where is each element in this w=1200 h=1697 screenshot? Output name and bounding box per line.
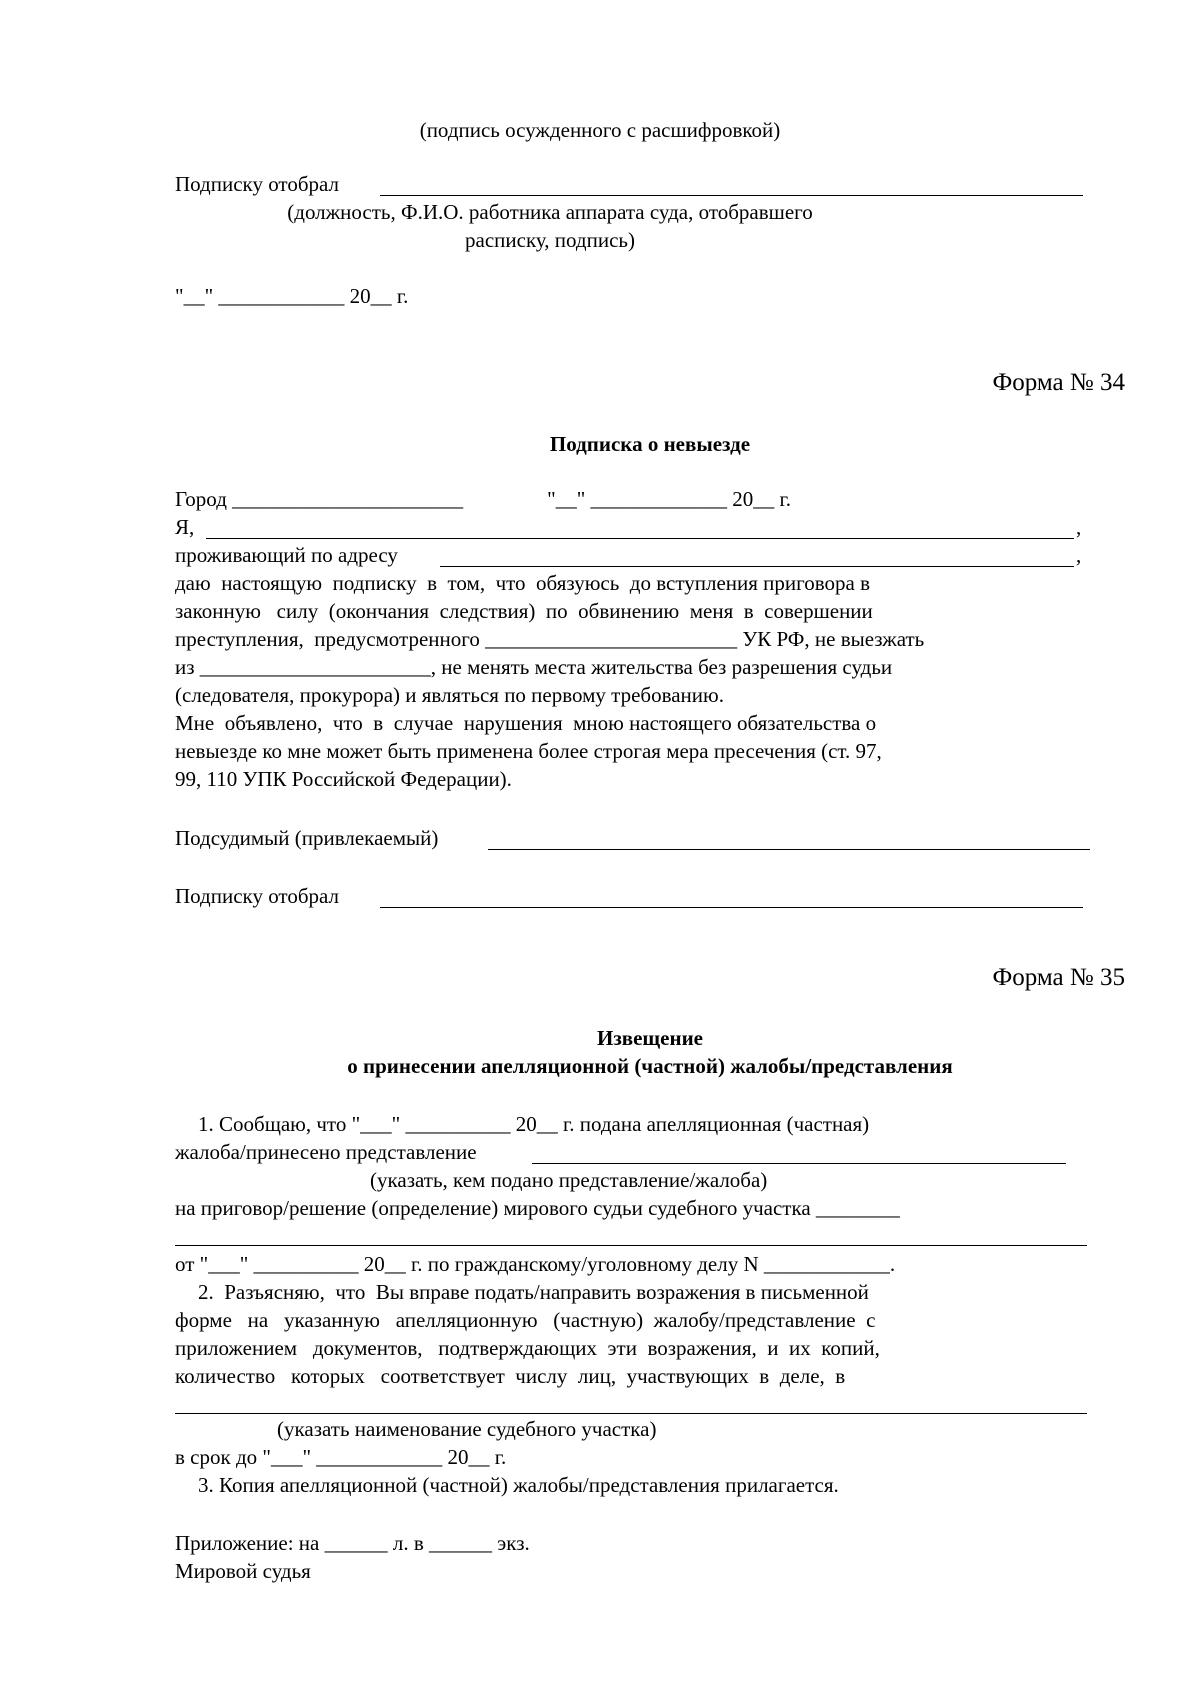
deadline-line: в срок до "___" ____________ 20__ г. [175,1445,507,1469]
address-label: проживающий по адресу [175,543,398,567]
date-line: "__" ____________ 20__ г. [175,284,409,308]
form-34-text-line: невыезде ко мне может быть применена более строгая мера пресечения (ст. 97, [175,739,882,763]
form-35-text-line: форме на указанную апелляционную (частную) жалобу/представление с [175,1308,876,1332]
form-34-text-line: даю настоящую подписку в том, что обязуюсь до вступления приговора в [175,571,870,595]
form-34-text-line: преступления, предусмотренного ________________________ УК РФ, не выезжать [175,627,925,651]
form-34-text-line: (следователя, прокурора) и являться по первому требованию. [175,683,724,707]
form-34-taken-by-label: Подписку отобрал [175,884,345,908]
name-line-comma: , [1076,515,1082,539]
defendant-signature-line [488,849,1090,850]
form-34-title: Подписка о невыезде [549,432,751,456]
complaint-blank-line [532,1163,1066,1164]
taken-by-caption-2: расписку, подпись) [465,228,635,252]
city-date-line: Город ______________________ "__" _____________ 20__ г. [175,487,792,511]
i-line: Я, [175,515,195,539]
taken-by-caption-1: (должность, Ф.И.О. работника аппарата суда, отобравшего [287,200,813,224]
complaint-caption: (указать, кем подано представление/жалоба) [370,1168,768,1192]
attachment-line: Приложение: на ______ л. в ______ экз. [175,1531,530,1555]
form-34-label: Форма № 34 [992,369,1125,396]
form-35-label: Форма № 35 [992,964,1125,991]
court-district-blank-line [175,1413,1087,1414]
form-35-text-line: приложением документов, подтверждающих эти возражения, и их копий, [175,1336,880,1360]
defendant-label: Подсудимый (привлекаемый) [175,826,444,850]
name-blank-line [206,538,1074,539]
address-blank-line [440,566,1074,567]
form-34-taken-by-line [380,907,1083,908]
taken-by-label: Подписку отобрал [175,172,345,196]
form-34-text-line: законную силу (окончания следствия) по обвинению меня в совершении [175,599,873,623]
taken-by-line [380,195,1083,196]
form-35-subtitle: о принесении апелляционной (частной) жалобы/представления [347,1054,953,1078]
district-blank-line [175,1245,1087,1246]
copy-attached-line: 3. Копия апелляционной (частной) жалобы/представления прилагается. [198,1473,839,1497]
complaint-label: жалоба/принесено представление [175,1140,477,1164]
court-district-caption: (указать наименование судебного участка) [277,1417,657,1441]
address-line-comma: , [1076,543,1082,567]
form-34-text-line: 99, 110 УПК Российской Федерации). [175,767,512,791]
form-35-text-line: 2. Разъясняю, что Вы вправе подать/направить возражения в письменной [198,1280,869,1304]
form-34-text-line: из ______________________, не менять места жительства без разрешения судьи [175,655,893,679]
case-line: от "___" __________ 20__ г. по гражданскому/уголовному делу N ____________. [175,1252,896,1276]
form-34-text-line: Мне объявлено, что в случае нарушения мною настоящего обязательства о [175,711,877,735]
form-35-title: Извещение [596,1026,703,1050]
form-35-text-line: количество которых соответствует числу лиц, участвующих в деле, в [175,1364,846,1388]
notice-line-1: 1. Сообщаю, что "___" __________ 20__ г. подана апелляционная (частная) [198,1112,870,1136]
magistrate-label: Мировой судья [175,1559,311,1583]
judgment-line: на приговор/решение (определение) мирового судьи судебного участка ________ [175,1196,900,1220]
signature-caption: (подпись осужденного с расшифровкой) [419,118,781,142]
